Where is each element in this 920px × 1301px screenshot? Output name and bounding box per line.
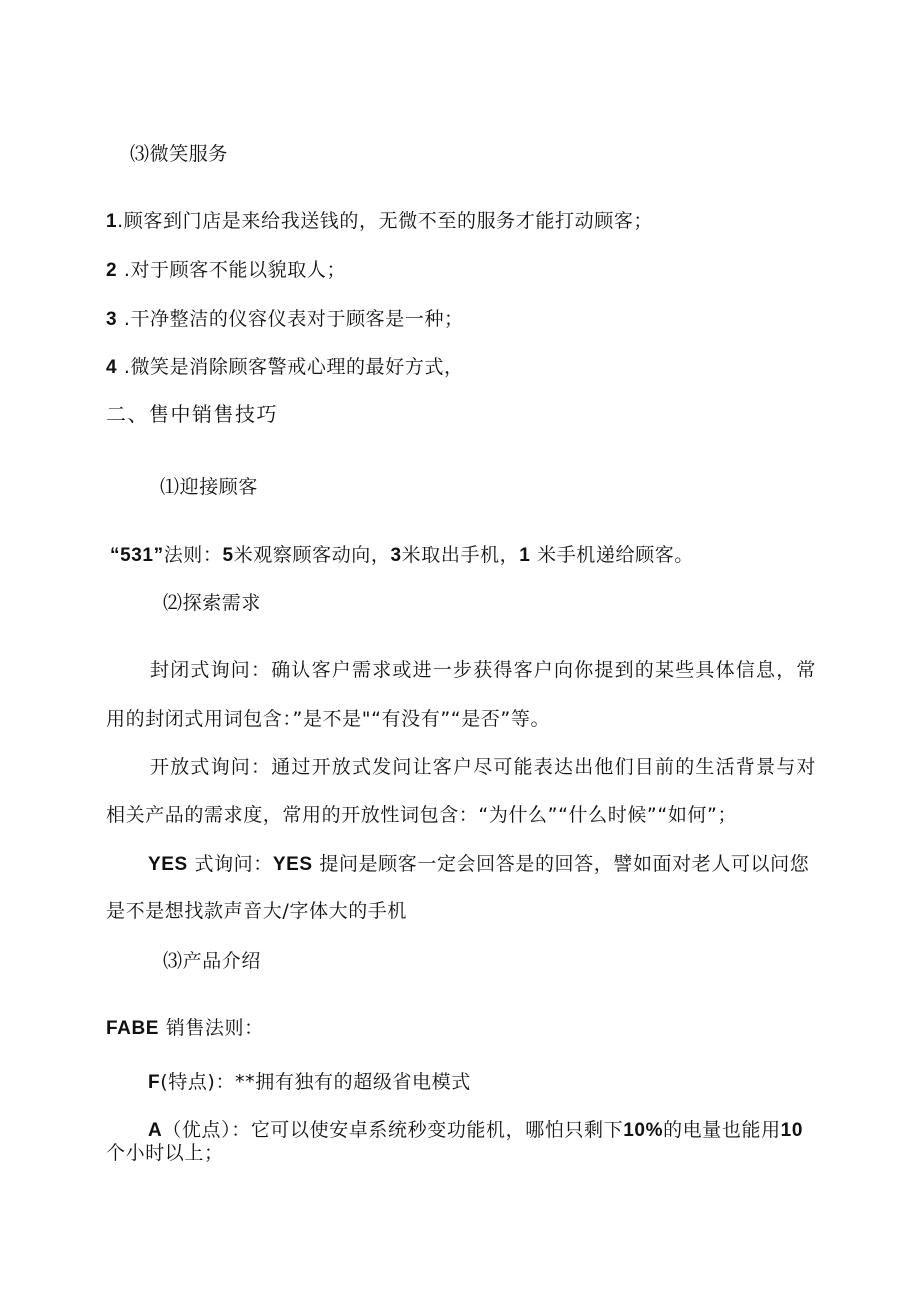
- list-item-3: 3 .干净整洁的仪容仪表对于顾客是一种；: [106, 308, 464, 330]
- sub-title-explore: ⑵探索需求: [163, 592, 262, 614]
- list-item-1: 1.顾客到门店是来给我送钱的，无微不至的服务才能打动顾客；: [106, 210, 654, 232]
- advantage-line1: A（优点）：它可以使安卓系统秒变功能机，哪怕只剩下10%的电量也能用10: [148, 1119, 804, 1141]
- advantage-line2: 个小时以上；: [106, 1142, 224, 1164]
- closed-question-line1: 封闭式询问：确认客户需求或进一步获得客户向你提到的某些具体信息，常: [150, 659, 816, 681]
- section-title-sales-skills: 二、售中销售技巧: [106, 402, 278, 426]
- fabe-rule: FABE 销售法则：: [106, 1017, 264, 1039]
- section-title-smile-service: ⑶微笑服务: [130, 143, 229, 165]
- yes-question-line1: YES 式询问：YES 提问是顾客一定会回答是的回答，譬如面对老人可以问您: [148, 853, 810, 875]
- open-question-line1: 开放式询问：通过开放式发问让客户尽可能表达出他们目前的生活背景与对: [150, 756, 816, 778]
- feature-line: F(特点)：**拥有独有的超级省电模式: [148, 1071, 471, 1093]
- closed-question-line2: 用的封闭式用词包含：”是不是"“有没有”“是否”等。: [106, 708, 551, 730]
- sub-title-product: ⑶产品介绍: [163, 950, 262, 972]
- sub-title-greet: ⑴迎接顾客: [160, 476, 259, 498]
- open-question-line2: 相关产品的需求度，常用的开放性词包含：“为什么”“什么时候”“如何”；: [106, 804, 738, 826]
- yes-question-line2: 是不是想找款声音大/字体大的手机: [106, 900, 408, 922]
- list-item-2: 2 .对于顾客不能以貌取人；: [106, 259, 347, 281]
- list-item-4: 4 .微笑是消除顾客警戒心理的最好方式，: [106, 356, 464, 378]
- rule-531: “531”法则：5米观察顾客动向，3米取出手机，1 米手机递给顾客。: [110, 544, 694, 566]
